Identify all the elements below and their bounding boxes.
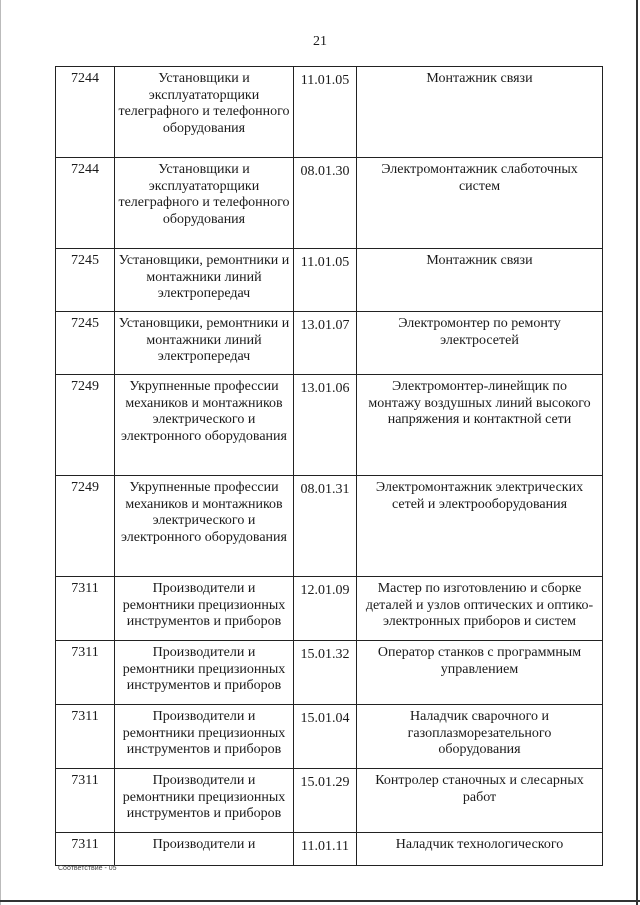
program-code-cell: 15.01.29 bbox=[294, 769, 357, 833]
profession-cell: Монтажник связи bbox=[357, 249, 603, 312]
table-row bbox=[56, 67, 603, 158]
program-code-cell: 13.01.07 bbox=[294, 312, 357, 375]
okz-code-cell: 7244 bbox=[56, 158, 115, 249]
occupation-group-cell: Производители и bbox=[115, 833, 294, 866]
occupation-group-cell: Производители и ремонтники прецизионных инструментов и приборов bbox=[115, 705, 294, 769]
table-row bbox=[56, 769, 603, 833]
scan-edge-bottom bbox=[0, 900, 640, 902]
profession-table bbox=[55, 66, 603, 866]
table-row bbox=[56, 476, 603, 577]
table-row bbox=[56, 705, 603, 769]
table-row bbox=[56, 158, 603, 249]
okz-code-cell: 7311 bbox=[56, 705, 115, 769]
profession-cell: Наладчик технологического bbox=[357, 833, 603, 866]
profession-cell: Электромонтер-линейщик по монтажу воздушных линий высокого напряжения и контактной сети bbox=[357, 375, 603, 476]
okz-code-cell: 7311 bbox=[56, 833, 115, 866]
program-code-cell: 11.01.05 bbox=[294, 67, 357, 158]
okz-code-cell: 7245 bbox=[56, 312, 115, 375]
program-code-cell: 15.01.32 bbox=[294, 641, 357, 705]
profession-cell: Контролер станочных и слесарных работ bbox=[357, 769, 603, 833]
table-row bbox=[56, 312, 603, 375]
program-code-cell: 08.01.31 bbox=[294, 476, 357, 577]
profession-cell: Монтажник связи bbox=[357, 67, 603, 158]
occupation-group-cell: Установщики, ремонтники и монтажники линий электропередач bbox=[115, 312, 294, 375]
program-code-cell: 08.01.30 bbox=[294, 158, 357, 249]
okz-code-cell: 7249 bbox=[56, 375, 115, 476]
table-row bbox=[56, 577, 603, 641]
profession-cell: Оператор станков с программным управлением bbox=[357, 641, 603, 705]
program-code-cell: 12.01.09 bbox=[294, 577, 357, 641]
okz-code-cell: 7249 bbox=[56, 476, 115, 577]
program-code-cell: 11.01.11 bbox=[294, 833, 357, 866]
okz-code-cell: 7244 bbox=[56, 67, 115, 158]
program-code-cell: 15.01.04 bbox=[294, 705, 357, 769]
occupation-group-cell: Производители и ремонтники прецизионных инструментов и приборов bbox=[115, 641, 294, 705]
occupation-group-cell: Производители и ремонтники прецизионных инструментов и приборов bbox=[115, 769, 294, 833]
profession-cell: Наладчик сварочного и газоплазморезательного оборудования bbox=[357, 705, 603, 769]
okz-code-cell: 7311 bbox=[56, 577, 115, 641]
profession-cell: Электромонтажник электрических сетей и электрооборудования bbox=[357, 476, 603, 577]
occupation-group-cell: Установщики, ремонтники и монтажники линий электропередач bbox=[115, 249, 294, 312]
table-row bbox=[56, 249, 603, 312]
program-code-cell: 13.01.06 bbox=[294, 375, 357, 476]
occupation-group-cell: Установщики и эксплуататорщики телеграфного и телефонного оборудования bbox=[115, 158, 294, 249]
okz-code-cell: 7311 bbox=[56, 769, 115, 833]
occupation-group-cell: Укрупненные профессии механиков и монтажников электрического и электронного оборудования bbox=[115, 375, 294, 476]
table-row bbox=[56, 833, 603, 866]
okz-code-cell: 7245 bbox=[56, 249, 115, 312]
table-row bbox=[56, 375, 603, 476]
occupation-group-cell: Производители и ремонтники прецизионных инструментов и приборов bbox=[115, 577, 294, 641]
occupation-group-cell: Установщики и эксплуататорщики телеграфного и телефонного оборудования bbox=[115, 67, 294, 158]
page-number: 21 bbox=[313, 34, 327, 49]
scan-edge-left bbox=[0, 0, 1, 905]
scan-edge-right bbox=[636, 0, 638, 905]
profession-cell: Мастер по изготовлению и сборке деталей и узлов оптических и оптико-электронных приборов и систем bbox=[357, 577, 603, 641]
program-code-cell: 11.01.05 bbox=[294, 249, 357, 312]
profession-table-wrapper bbox=[55, 66, 603, 866]
footer-stamp: Соответствие - 05 bbox=[58, 865, 117, 872]
okz-code-cell: 7311 bbox=[56, 641, 115, 705]
profession-cell: Электромонтер по ремонту электросетей bbox=[357, 312, 603, 375]
table-row bbox=[56, 641, 603, 705]
occupation-group-cell: Укрупненные профессии механиков и монтажников электрического и электронного оборудования bbox=[115, 476, 294, 577]
profession-cell: Электромонтажник слаботочных систем bbox=[357, 158, 603, 249]
